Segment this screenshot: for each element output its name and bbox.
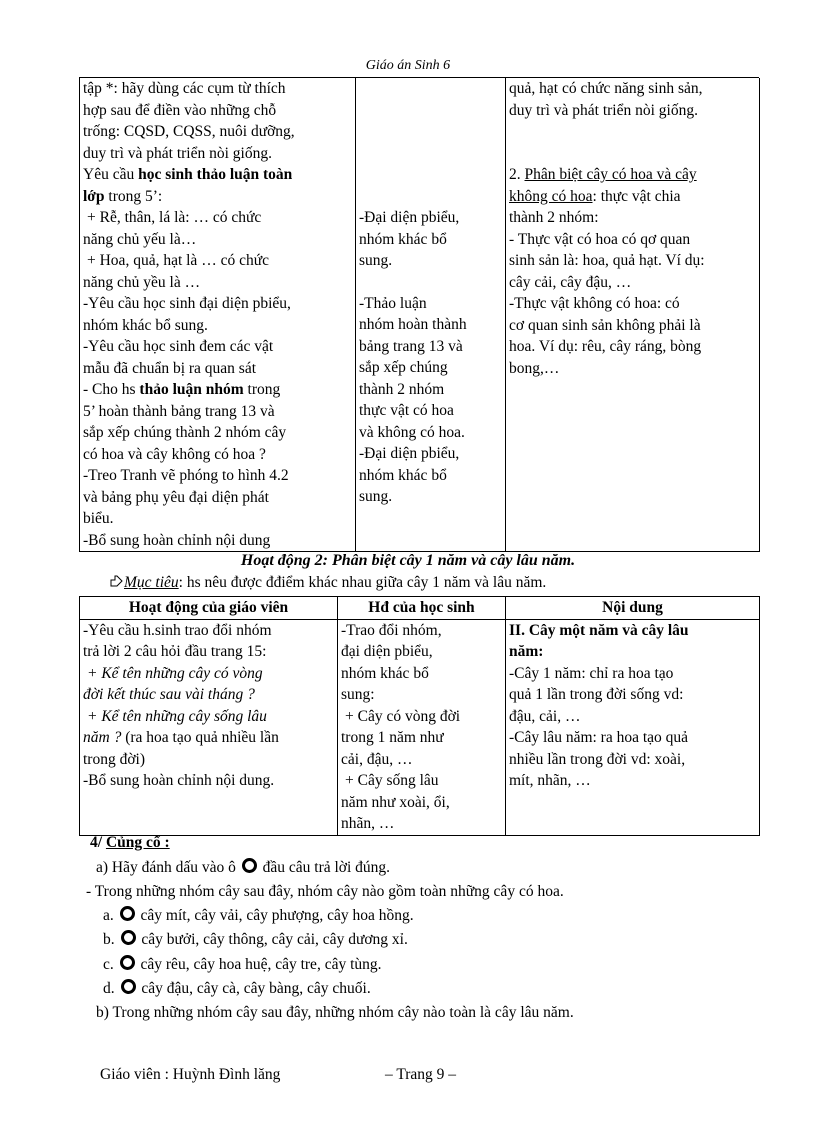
- quiz-question: - Trong những nhóm cây sau đây, nhóm cây nào gồm toàn những cây có hoa.: [86, 883, 564, 900]
- page-header: Giáo án Sinh 6: [365, 58, 451, 73]
- content-cell: II. Cây một năm và cây lâu năm: -Cây 1 năm: chỉ ra hoa tạo quả 1 lần trong đời sống vd: đậu, cải, … -Cây lâu năm: ra hoa tạo quả nhiều lần trong đời vd: xoài, mít, nhãn, …: [506, 619, 760, 835]
- quiz-option-b: b. cây bưởi, cây thông, cây cải, cây dương xỉ.: [103, 931, 408, 948]
- activity2-goal: Mục tiêu: hs nêu được đđiểm khác nhau giữa cây 1 năm và lâu năm.: [110, 574, 546, 592]
- quiz-option-d: d. cây đậu, cây cà, cây bàng, cây chuối.: [103, 980, 371, 997]
- quiz-option-c: c. cây rêu, cây hoa huệ, cây tre, cây tùng.: [103, 956, 382, 973]
- pointing-hand-icon: [110, 574, 124, 592]
- activity2-title: Hoạt động 2: Phân biệt cây 1 năm và cây lâu năm.: [240, 552, 576, 569]
- quiz-option-a: a. cây mít, cây vải, cây phượng, cây hoa hồng.: [103, 907, 414, 924]
- student-activity-cell: -Đại diện pbiểu, nhóm khác bổ sung. -Thảo luận nhóm hoàn thành bảng trang 13 và sắp xếp chúng thành 2 nhóm thực vật có hoa và không có hoa. -Đại diện pbiểu, nhóm khác bổ sung.: [356, 78, 506, 552]
- activity1-table: [79, 78, 760, 552]
- quiz-instruction: a) Hãy đánh dấu vào ô đầu câu trả lời đúng.: [96, 859, 391, 876]
- content-cell: quả, hạt có chức năng sinh sản, duy trì và phát triển nòi giống. 2. Phân biệt cây có hoa và cây không có hoa: thực vật chia thành 2 nhóm: - Thực vật có hoa có qơ quan sinh sản là: hoa, quả hạt. Ví dụ: cây cải, cây đậu, … -Thực vật không có hoa: có cơ quan sinh sản không phải là hoa. Ví dụ: rêu, cây ráng, bòng bong,…: [506, 78, 760, 552]
- quiz-question-b: b) Trong những nhóm cây sau đây, những nhóm cây nào toàn là cây lâu năm.: [96, 1004, 574, 1021]
- header-student: Hđ của học sinh: [338, 597, 506, 620]
- activity2-table: [79, 596, 760, 836]
- circle-checkbox-icon: [120, 955, 135, 970]
- teacher-activity-cell: tập *: hãy dùng các cụm từ thích hợp sau để điền vào những chỗ trống: CQSD, CQSS, nuôi dưỡng, duy trì và phát triển nòi giống. Yêu cầu học sinh thảo luận toàn lớp trong 5’: + Rễ, thân, lá là: … có chức năng chủ yếu là… + Hoa, quả, hạt là … có chức năng chủ yều là … -Yêu cầu học sinh đại diện pbiểu, nhóm khác bổ sung. -Yêu cầu học sinh đem các vật mẫu đã chuẩn bị ra quan sát - Cho hs thảo luận nhóm trong 5’ hoàn thành bảng trang 13 và sắp xếp chúng thành 2 nhóm cây có hoa và cây không có hoa ? -Treo Tranh vẽ phóng to hình 4.2 và bảng phụ yêu đại diện phát biểu. -Bổ sung hoàn chỉnh nội dung: [80, 78, 356, 552]
- circle-checkbox-icon: [120, 906, 135, 921]
- header-teacher: Hoạt động của giáo viên: [80, 597, 338, 620]
- footer-teacher: Giáo viên : Huỳnh Đình lăng: [100, 1066, 281, 1083]
- circle-checkbox-icon: [121, 979, 136, 994]
- header-content: Nội dung: [506, 597, 760, 620]
- student-activity-cell: -Trao đổi nhóm, đại diện pbiểu, nhóm khác bổ sung: + Cây có vòng đời trong 1 năm như cải, đậu, … + Cây sống lâu năm như xoài, ổi, nhãn, …: [338, 619, 506, 835]
- footer-page-number: – Trang 9 –: [385, 1066, 457, 1083]
- teacher-activity-cell: -Yêu cầu h.sinh trao đổi nhóm trả lời 2 câu hỏi đầu trang 15: + Kể tên những cây có vòng đời kết thúc sau vài tháng ? + Kể tên những cây sống lâu năm ? (ra hoa tạo quả nhiều lần trong đời) -Bổ sung hoàn chỉnh nội dung.: [80, 619, 338, 835]
- circle-checkbox-icon: [121, 930, 136, 945]
- quiz-heading: 4/ Củng cố :: [90, 834, 170, 851]
- circle-checkbox-icon: [242, 858, 257, 873]
